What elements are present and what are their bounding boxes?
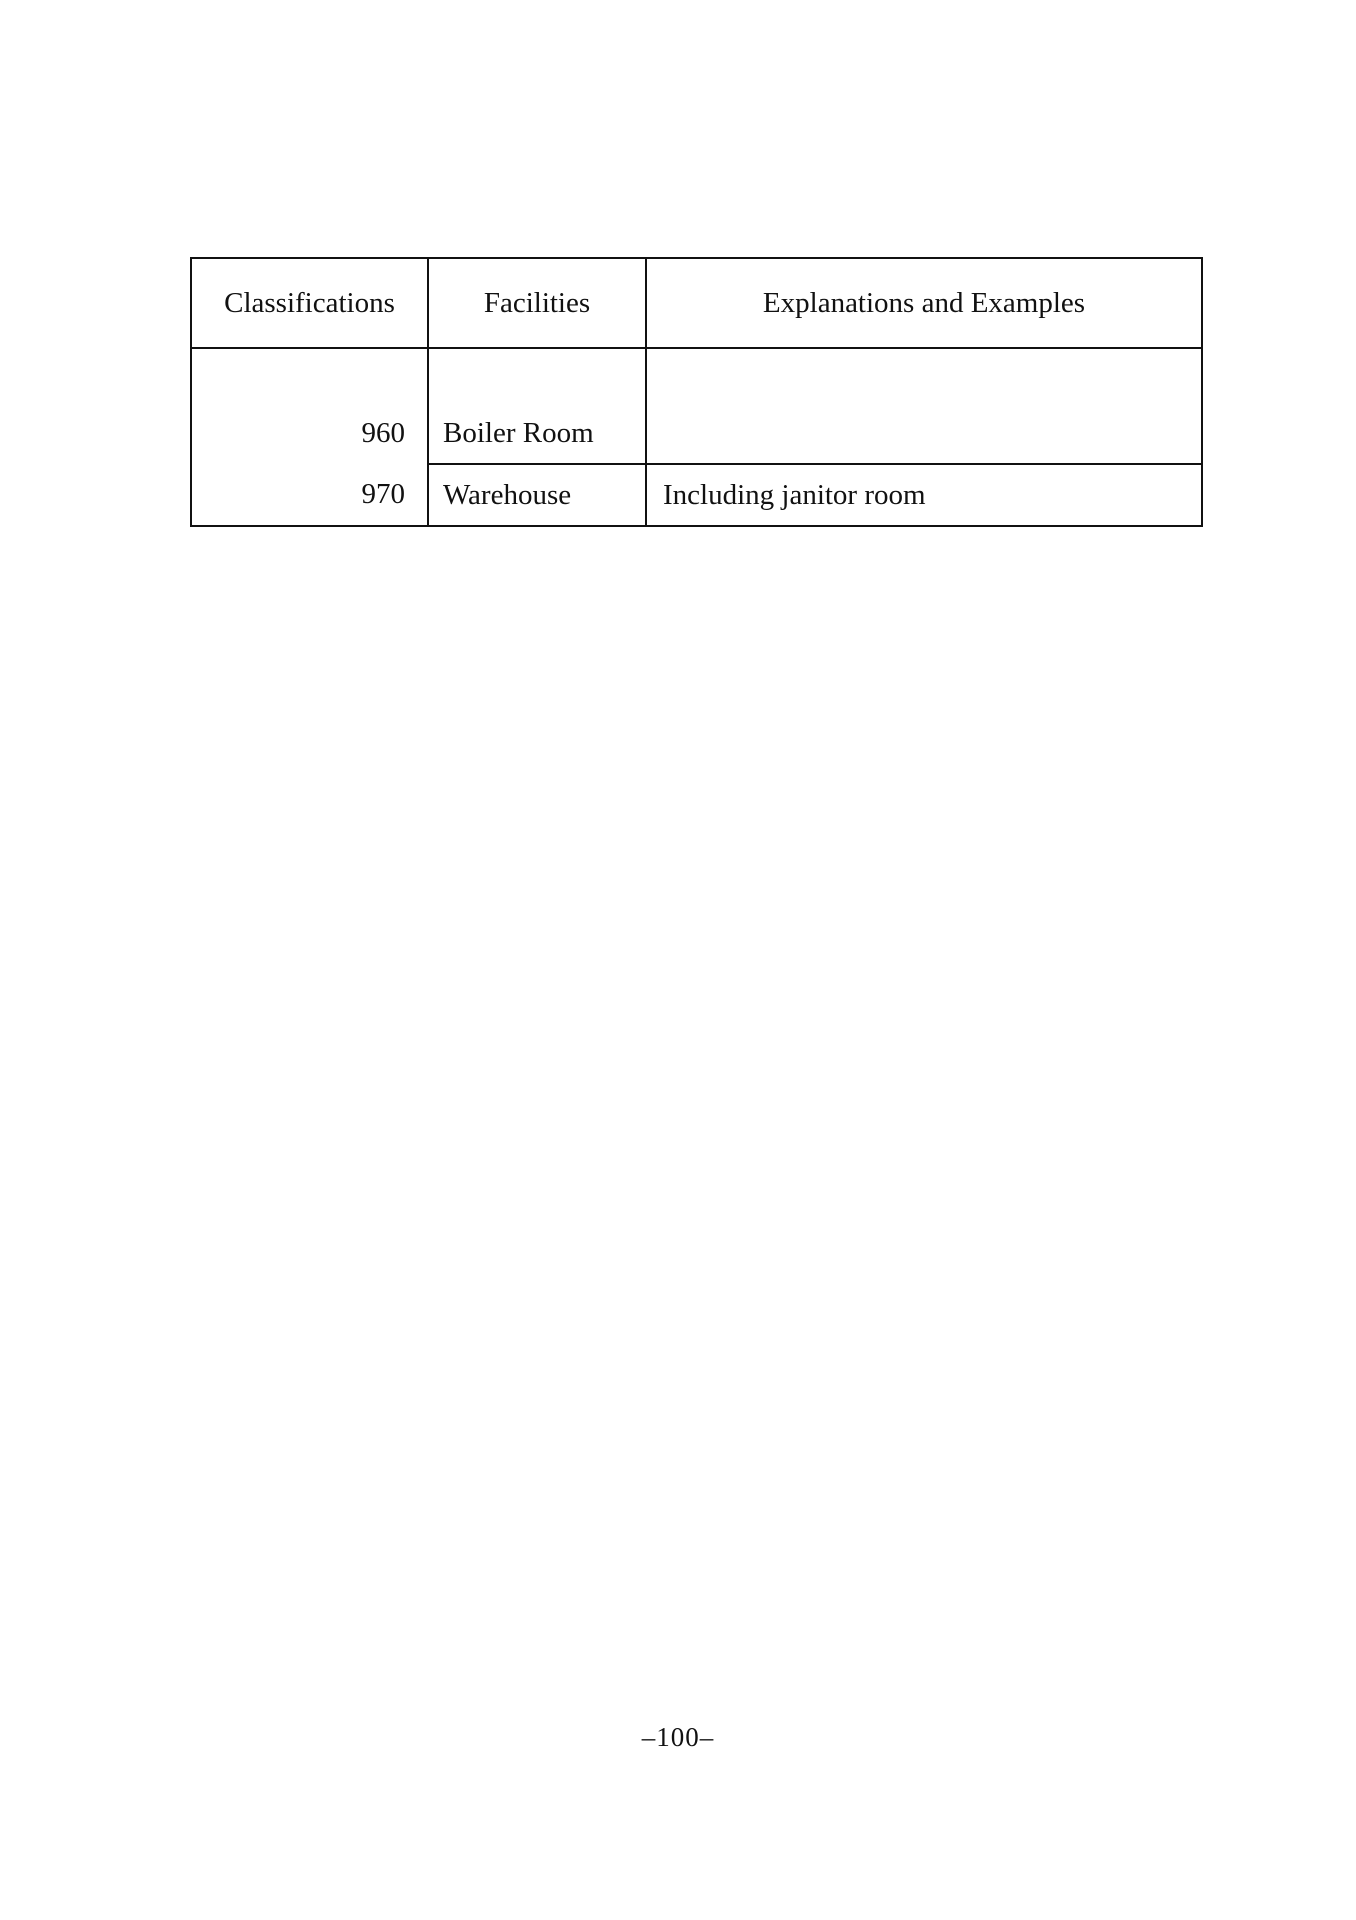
- classification-table: [190, 257, 1203, 527]
- table-spacer-row: [191, 348, 1202, 403]
- facility-explanation: [646, 403, 1202, 464]
- classification-code: 960: [191, 403, 428, 464]
- table-row: [191, 403, 1202, 464]
- facility-name: Boiler Room: [428, 403, 646, 464]
- spacer-cell: [646, 348, 1202, 403]
- facility-explanation: Including janitor room: [646, 464, 1202, 526]
- classification-code: 970: [191, 464, 428, 526]
- header-classifications: Classifications: [191, 258, 428, 348]
- spacer-cell: [191, 348, 428, 403]
- spacer-cell: [428, 348, 646, 403]
- table-row: [191, 464, 1202, 526]
- facility-name: Warehouse: [428, 464, 646, 526]
- header-facilities: Facilities: [428, 258, 646, 348]
- table-header-row: [191, 258, 1202, 348]
- header-explanations: Explanations and Examples: [646, 258, 1202, 348]
- page-number: –100–: [641, 1722, 715, 1752]
